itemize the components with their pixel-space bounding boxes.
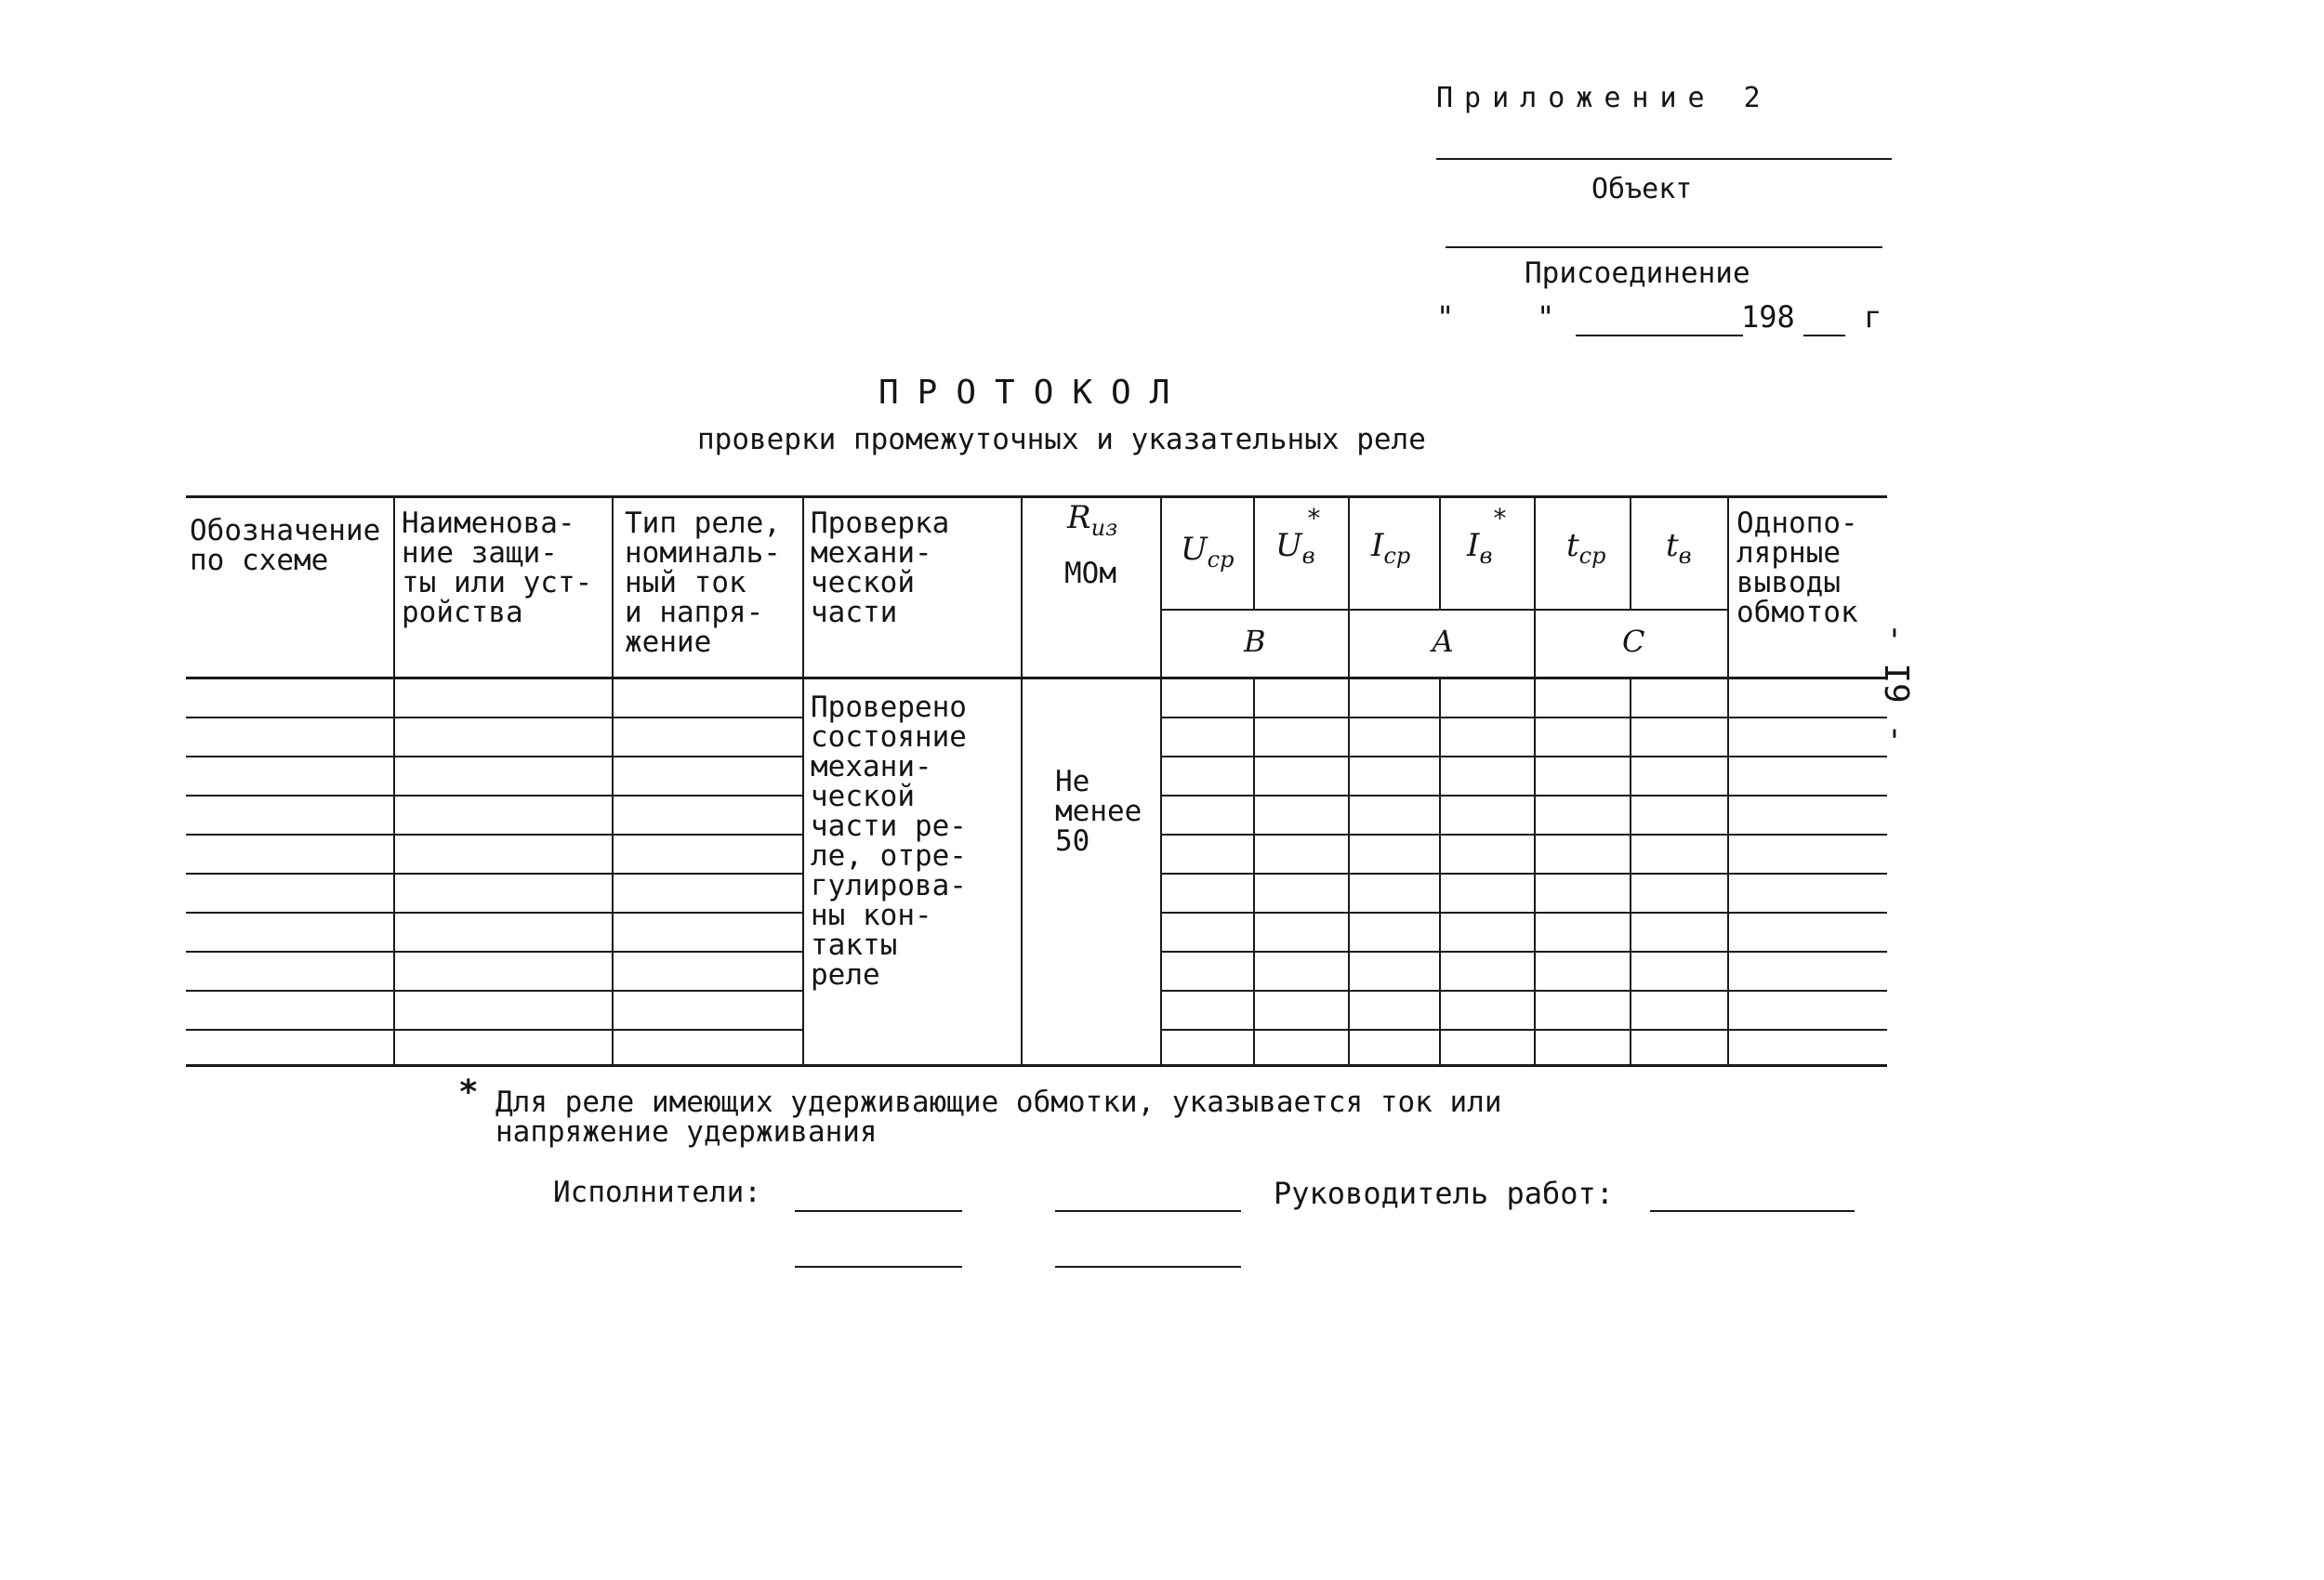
performer-signature-line-3 (795, 1266, 962, 1268)
i-cp-subscript: ср (1383, 543, 1411, 569)
row-line-right-6 (1160, 912, 1887, 914)
footnote-line-1: Для реле имеющих удерживающие обмотки, указывается ток или (495, 1086, 1502, 1119)
units-divider (1160, 609, 1727, 611)
unit-time: С (1622, 624, 1645, 659)
r-iz-subscript: из (1090, 515, 1118, 541)
r-iz-note: Не менее 50 (1055, 765, 1142, 858)
header-u-cp (1181, 531, 1234, 573)
col-divider-7 (1348, 495, 1350, 1067)
t-cp-subscript: ср (1578, 543, 1606, 569)
col-divider-1 (393, 495, 395, 1067)
col-divider-6-body (1253, 677, 1255, 1067)
col-divider-8 (1439, 495, 1441, 609)
col-divider-6 (1253, 495, 1255, 609)
appendix-label: Приложение 2 (1436, 82, 1772, 114)
object-label: Объект (1591, 173, 1693, 205)
row-line-left-2 (186, 756, 802, 757)
t-cp-symbol: t (1566, 527, 1579, 564)
header-bottom-border (186, 677, 1887, 679)
protocol-table (186, 495, 1887, 1067)
u-v-star: * (1306, 503, 1322, 533)
page-number: - I9 - (1877, 623, 1915, 744)
r-iz-symbol: R (1067, 499, 1091, 536)
row-line-right-8 (1160, 990, 1887, 992)
col-divider-3 (802, 495, 804, 1067)
supervisor-label: Руководитель работ: (1274, 1176, 1615, 1211)
mech-check-note: Проверено состояние механи- ческой части ре- ле, отре- гулирова- ны кон- такты реле (811, 691, 967, 992)
u-cp-subscript: ср (1207, 546, 1235, 573)
performer-signature-line-4 (1055, 1266, 1241, 1268)
unit-current: А (1432, 624, 1455, 659)
col-divider-2 (612, 495, 614, 1067)
row-line-left-7 (186, 951, 802, 953)
header-mech-check: Проверка механи- ческой части (811, 507, 950, 629)
i-v-symbol: I (1467, 527, 1480, 564)
date-quote-close: " (1537, 299, 1555, 335)
u-v-symbol: U (1275, 527, 1302, 564)
connection-label: Присоединение (1525, 257, 1750, 290)
row-line-right-9 (1160, 1029, 1887, 1031)
row-line-left-5 (186, 873, 802, 875)
header-r-iz (1067, 499, 1117, 541)
row-line-left-4 (186, 834, 802, 836)
object-line-top (1436, 158, 1892, 160)
date-quote-open: " (1436, 299, 1455, 335)
row-line-right-7 (1160, 951, 1887, 953)
u-cp-symbol: U (1181, 531, 1208, 568)
col-divider-11 (1727, 495, 1729, 1067)
header-r-iz-unit: МОм (1064, 557, 1116, 590)
row-line-left-3 (186, 795, 802, 797)
col-divider-5 (1160, 495, 1162, 1067)
row-line-left-8 (186, 990, 802, 992)
header-protection-name: Наименова- ние защи- ты или уст- ройства (402, 507, 593, 629)
header-relay-type: Тип реле, номиналь- ный ток и напря- жение (625, 507, 781, 659)
performer-signature-line-2 (1055, 1210, 1241, 1212)
table-top-border (186, 495, 1887, 498)
row-line-right-5 (1160, 873, 1887, 875)
date-year-prefix: 198 (1741, 299, 1795, 335)
header-terminals: Однопо- лярные выводы обмоток (1736, 507, 1858, 629)
header-t-cp (1566, 527, 1605, 569)
row-line-right-1 (1160, 717, 1887, 718)
header-t-v (1666, 527, 1692, 569)
row-line-right-3 (1160, 795, 1887, 797)
col-divider-9 (1534, 495, 1536, 1067)
supervisor-signature-line (1650, 1210, 1855, 1212)
row-line-left-6 (186, 912, 802, 914)
u-v-subscript: в (1301, 543, 1315, 569)
performer-signature-line-1 (795, 1210, 962, 1212)
row-line-left-1 (186, 717, 802, 718)
t-v-subscript: в (1678, 543, 1692, 569)
t-v-symbol: t (1666, 527, 1679, 564)
row-line-right-4 (1160, 834, 1887, 836)
header-i-cp (1371, 527, 1410, 569)
col-divider-10 (1630, 495, 1631, 609)
i-v-subscript: в (1479, 543, 1493, 569)
date-year-unit: г (1864, 299, 1882, 335)
document-subtitle: проверки промежуточных и указательных реле (697, 423, 1426, 456)
connection-line-top (1446, 246, 1882, 248)
header-designation: Обозначение по схеме (190, 514, 381, 577)
date-month-blank (1576, 335, 1743, 336)
performers-label: Исполнители: (553, 1176, 761, 1209)
unit-voltage: В (1244, 624, 1266, 659)
footnote-line-2: напряжение удерживания (495, 1115, 878, 1149)
i-cp-symbol: I (1371, 527, 1384, 564)
col-divider-8-body (1439, 677, 1441, 1067)
row-line-right-2 (1160, 756, 1887, 757)
row-line-left-9 (186, 1029, 802, 1031)
table-bottom-border (186, 1064, 1887, 1067)
col-divider-4 (1021, 495, 1023, 1067)
header-i-v (1467, 527, 1492, 569)
date-year-blank (1803, 335, 1845, 336)
date-line (1436, 299, 1882, 336)
document-title: ПРОТОКОЛ (878, 374, 1189, 412)
col-divider-10-body (1630, 677, 1631, 1067)
footnote-star: * (458, 1073, 479, 1112)
i-v-star: * (1492, 503, 1508, 533)
